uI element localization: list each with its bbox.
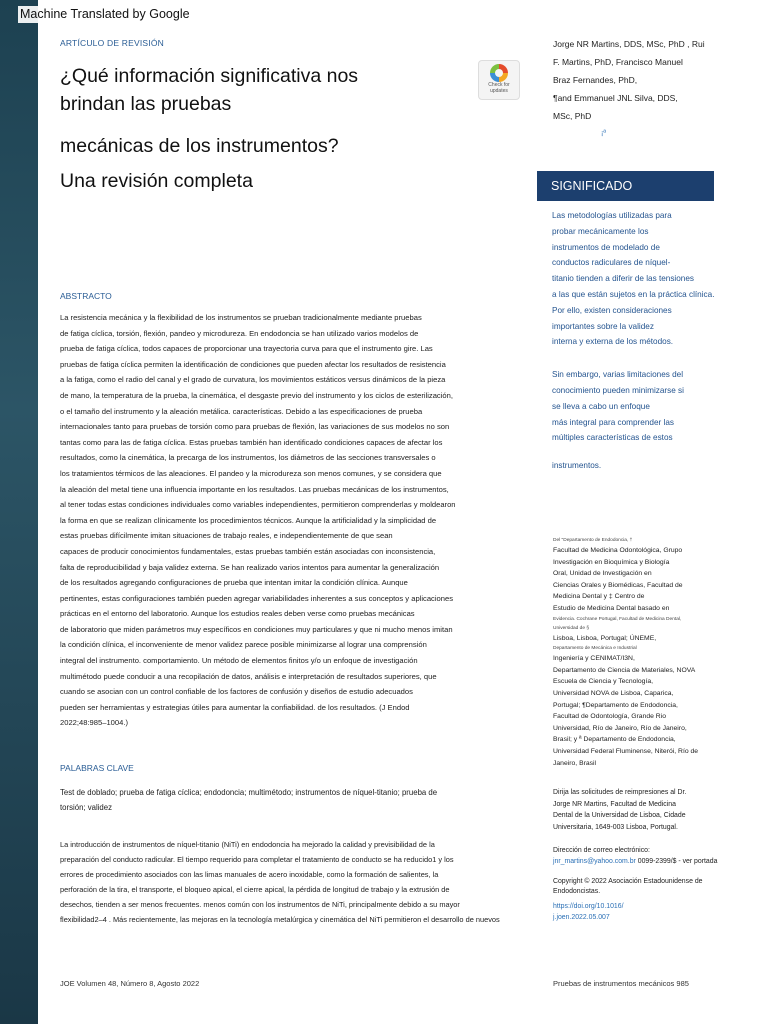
footer-page-info: Pruebas de instrumentos mecánicos 985 (553, 979, 689, 988)
abstract-line: pueden ser herramientas y estrategias útiles para aumentar la confiabilidad. de los resultados. (J Endod (60, 702, 410, 712)
keywords-line: torsión; validez (60, 802, 113, 812)
significance-line: Por ello, existen consideraciones (552, 305, 672, 315)
abstract-line: de los resultados agregando configuraciones de prueba que intentan imitar la condición clínica. Aunque (60, 578, 408, 588)
keywords-heading: PALABRAS CLAVE (60, 763, 134, 773)
affiliation-line: Universidad de § (553, 625, 589, 631)
check-for-updates-button[interactable] (478, 60, 520, 100)
significance-line: instrumentos. (552, 461, 602, 471)
check-for-updates-icon (490, 64, 508, 82)
affiliation-line: Medicina Dental y ‡ Centro de (553, 593, 645, 601)
copyright-line: Copyright © 2022 Asociación Estadounidense de (553, 877, 703, 885)
introduction-line: preparación del conducto radicular. El tiempo requerido para completar el tratamiento de conducto se ha reducido1 y los (60, 854, 454, 864)
significance-line: titanio tienden a diferir de las tensiones (552, 274, 695, 284)
affiliation-line: Universidad Federal Fluminense, Niterói, Río de (553, 747, 699, 755)
author-list (553, 35, 733, 143)
abstract-line: la forma en que se realizan clínicamente los procedimientos técnicos. Aunque la artificialidad y la simplicidad de (60, 515, 437, 525)
significance-line: múltiples características de estos (552, 433, 673, 443)
affiliation-line: Janeiro, Brasil (553, 759, 597, 767)
introduction-line: perforación de la tira, el transporte, el bloqueo apical, el cierre apical, la pérdida de longitud de trabajo y la extrusión de (60, 884, 450, 894)
affiliation-line: Brasil; y ª Departamento de Endodoncia, (553, 736, 676, 744)
author-line: MSc, PhD (553, 111, 592, 121)
significance-heading: SIGNIFICADO (537, 171, 714, 201)
issn-text: 0099-2399/$ - ver portada (635, 857, 718, 865)
affiliation-line: Evidencia. Cochrane Portugal, Facultad de Medicina Dental, (553, 616, 682, 622)
affiliation-line: Ciencias Orales y Biomédicas, Facultad de (553, 581, 683, 589)
abstract-line: 2022;48:985–1004.) (60, 718, 128, 728)
author-line: ¶and Emmanuel JNL Silva, DDS, (553, 93, 678, 103)
abstract-line: los tratamientos térmicos de las aleaciones. El pandeo y la microdureza son menos comunes, y se considera que (60, 468, 442, 478)
abstract-line: pruebas de fatiga cíclica permiten la identificación de condiciones que pueden afectar los resultados de resistencia (60, 359, 446, 369)
title-line-3: mecánicas de los instrumentos? (60, 135, 339, 157)
abstract-line: La resistencia mecánica y la flexibilidad de los instrumentos se prueban tradicionalmente mediante pruebas (60, 313, 422, 322)
significance-line: conductos radiculares de níquel- (552, 258, 671, 268)
email-label: Dirección de correo electrónico: (553, 847, 650, 854)
footer-journal-info: JOE Volumen 48, Número 8, Agosto 2022 (60, 979, 200, 988)
affiliation-line: Del "Departamento de Endodoncia, † (553, 538, 633, 543)
author-line: Jorge NR Martins, DDS, MSc, PhD , Rui (553, 39, 705, 49)
reprint-line: Universitaria, 1649-003 Lisboa, Portugal. (553, 823, 678, 831)
abstract-line: prácticas en el entorno del laboratorio. Aunque los estudios reales deben verse como pruebas mecánicas (60, 609, 415, 619)
keywords-body (60, 786, 500, 815)
significance-line: conocimiento pueden minimizarse si (552, 385, 684, 395)
reprint-line: Jorge NR Martins, Facultad de Medicina (553, 800, 676, 808)
abstract-line: la condición clínica, el inconveniente de menor validez parece posible minimizarse al lograr una comprensión (60, 640, 427, 650)
introduction-body (60, 838, 560, 927)
affiliation-line: Ingeniería y CENIMAT/I3N, (553, 655, 635, 663)
author-line: F. Martins, PhD, Francisco Manuel (553, 57, 683, 67)
machine-translated-banner: Machine Translated by Google (18, 6, 194, 23)
affiliations (553, 536, 728, 769)
doi-link[interactable]: j.joen.2022.05.007 (553, 913, 610, 921)
introduction-line: errores de procedimiento asociados con las limas manuales de acero inoxidable, como la formación de salientes, la (60, 869, 439, 879)
affiliation-line: Departamento de Mecánica e Industrial (553, 646, 637, 652)
abstract-line: al tener todas estas condiciones individuales como variables independientes, permitieron comprenderlas y moldearon (60, 500, 456, 510)
abstract-line: pertinentes, estas configuraciones también pueden agregar variabilidades inherentes a sus conceptos y aplicaciones (60, 593, 454, 603)
abstract-line: cuando se asocian con un control confiable de los factores de confusión y diseños de estudio adecuados (60, 687, 413, 697)
affiliation-line: Universidad, Río de Janeiro, Río de Janeiro, (553, 724, 687, 732)
abstract-line: tantas como para las de fatiga cíclica. Estas pruebas también han identificado condiciones capaces de afectar los (60, 437, 443, 447)
significance-line: probar mecánicamente los (552, 226, 649, 236)
doi-link[interactable]: https://doi.org/10.1016/ (553, 903, 624, 911)
abstract-line: la aleación del metal tiene una influencia importante en los resultados. Las pruebas mecánicas de los instrumentos, (60, 484, 449, 494)
significance-line: se lleva a cabo un enfoque (552, 401, 650, 411)
affiliation-line: Lisboa, Lisboa, Portugal; ÚNEME, (553, 634, 657, 642)
significance-line: a las que están sujetos en la práctica clínica. (552, 289, 715, 299)
affiliation-line: Estudio de Medicina Dental basado en (553, 604, 670, 612)
significance-line: Las metodologías utilizadas para (552, 211, 672, 220)
title-line: brindan las pruebas (60, 93, 232, 115)
affiliation-line: Investigación en Bioquímica y Biología (553, 558, 670, 566)
abstract-line: de laboratorio que miden parámetros muy específicos en condiciones muy particulares y que ni mucho menos imitan (60, 624, 453, 634)
affiliation-line: Escuela de Ciencia y Tecnología, (553, 678, 654, 686)
abstract-line: prueba de fatiga cíclica, todos capaces de proporcionar una trayectoria curva para que el instrumento gire. Las (60, 344, 433, 354)
affiliation-line: Portugal; ¶Departamento de Endodoncia, (553, 701, 678, 709)
reprint-line: Dirija las solicitudes de reimpresiones al Dr. (553, 789, 687, 796)
left-sidebar-strip (0, 0, 38, 1024)
abstract-heading: ABSTRACTO (60, 291, 112, 301)
introduction-line: La introducción de instrumentos de níquel-titanio (NiTi) en endodoncia ha mejorado la calidad y previsibilidad de la (60, 840, 435, 849)
abstract-line: multimétodo puede conducir a una recopilación de datos, análisis e interpretación de resultados superiores, que (60, 671, 437, 681)
contact-info (553, 846, 728, 924)
copyright-line: Endodoncistas. (553, 888, 601, 896)
reprint-request (553, 787, 728, 833)
significance-text (552, 208, 732, 474)
title-line: ¿Qué información significativa nos (60, 65, 359, 87)
affiliation-line: Universidad NOVA de Lisboa, Caparica, (553, 689, 674, 697)
abstract-line: estas pruebas difícilmente imitan situaciones de trabajo reales, e independientemente de que sean (60, 531, 393, 541)
abstract-line: resultados, como la cinemática, la precarga de los instrumentos, los diámetros de las secciones transversales o (60, 453, 436, 463)
author-mark: ¡ª (601, 130, 606, 137)
abstract-line: integral del instrumento. comportamiento. Un método de elementos finitos y/o un enfoque de investigación (60, 656, 418, 666)
introduction-line: desechos, tienden a ser menos frecuentes. menos común con los instrumentos de NiTi, principalmente debido a su mayor (60, 899, 460, 909)
significance-line: importantes sobre la validez (552, 321, 654, 331)
title-line-1 (60, 62, 358, 118)
abstract-line: falta de reproducibilidad y baja validez externa. Se han realizado varios intentos para aumentar la generalización (60, 562, 440, 572)
significance-line: instrumentos de modelado de (552, 242, 660, 252)
abstract-line: de mano, la temperatura de la prueba, la cinemática, el desgaste previo del instrumento y los ciclos de esterilización, (60, 390, 453, 400)
introduction-line: flexibilidad2–4 . Más recientemente, las mejoras en la tecnología metalúrgica y cinemática del NiTi permitieron el desarrollo de nuevos (60, 914, 500, 924)
title-line-4: Una revisión completa (60, 170, 253, 192)
check-for-updates-label: Check for updates (488, 82, 510, 94)
significance-line: interna y externa de los métodos. (552, 337, 674, 347)
affiliation-line: Departamento de Ciencia de Materiales, NOVA (553, 666, 696, 674)
reprint-line: Dental de la Universidad de Lisboa, Cidade (553, 812, 686, 820)
abstract-line: internacionales tanto para pruebas de torsión como para pruebas de flexión, las variaciones de sus modelos no son (60, 422, 450, 432)
affiliation-line: Oral, Unidad de Investigación en (553, 570, 652, 578)
author-line: Braz Fernandes, PhD, (553, 75, 638, 85)
keywords-line: Test de doblado; prueba de fatiga cíclica; endodoncia; multimétodo; instrumentos de níquel-titanio; prueba de (60, 788, 438, 797)
abstract-line: de fatiga cíclica, torsión, flexión, pandeo y microdureza. En endodoncia se han utilizado varios modelos de (60, 328, 419, 338)
email-link[interactable]: jnr_martins@yahoo.com.br (553, 857, 636, 865)
significance-line: Sin embargo, varias limitaciones del (552, 370, 684, 380)
affiliation-line: Facultad de Odontología, Grande Rio (553, 713, 666, 721)
affiliation-line: Facultad de Medicina Odontológica, Grupo (553, 547, 683, 554)
abstract-line: o el tamaño del instrumento y la aleación metálica. características. Debido a las especificaciones de prueba (60, 406, 423, 416)
significance-line: más integral para comprender las (552, 417, 674, 427)
abstract-body (60, 310, 525, 731)
article-type-kicker: ARTÍCULO DE REVISIÓN (60, 38, 164, 48)
abstract-line: capaces de producir conocimientos fundamentales, estas pruebas también están asociadas con inconsistencia, (60, 546, 436, 556)
abstract-line: a la fatiga, como el radio del canal y el grado de curvatura, los movimientos estáticos versus dinámicos de la pieza (60, 375, 446, 385)
